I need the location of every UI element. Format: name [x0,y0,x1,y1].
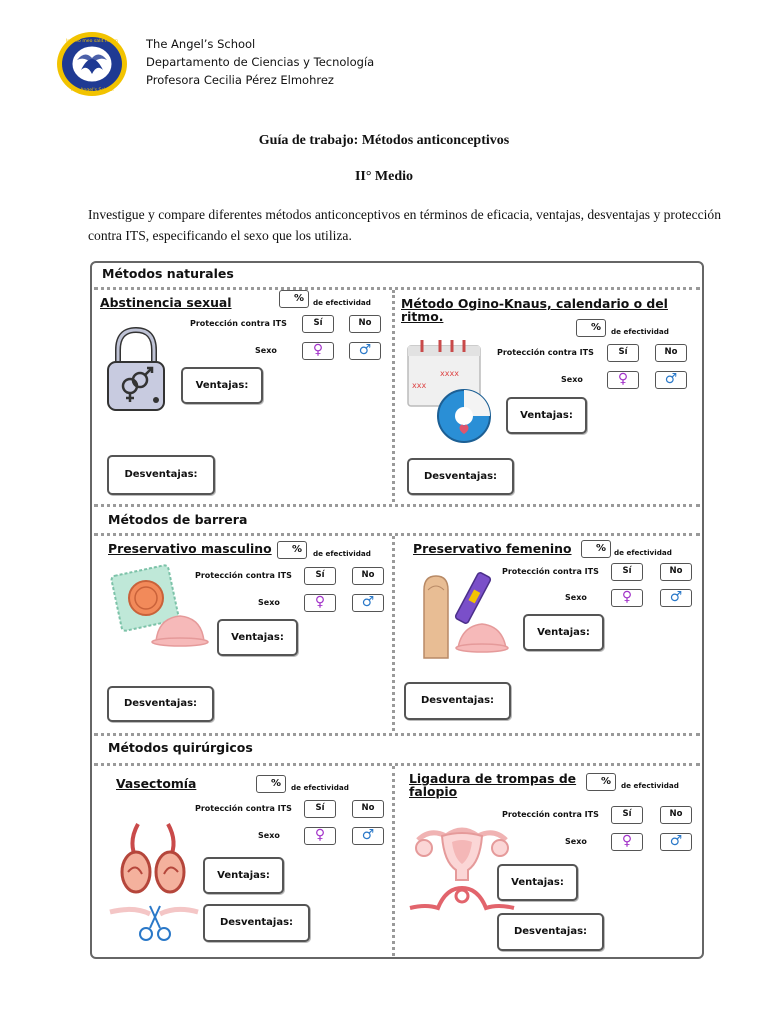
efficacy-input[interactable]: % [279,290,309,308]
male-icon[interactable]: ♂ [349,342,381,360]
advantages-box[interactable]: Ventajas: [506,397,587,434]
female-icon[interactable]: ♀ [304,594,336,612]
its-protection-label: Protección contra ITS [195,804,292,813]
advantages-box[interactable]: Ventajas: [181,367,263,404]
efficacy-label: de efectividad [614,548,672,557]
method-title: Vasectomía [116,776,197,791]
its-yes-box[interactable]: Sí [607,344,639,362]
advantages-box[interactable]: Ventajas: [497,864,578,901]
section-title-barrier: Métodos de barrera [108,512,248,527]
its-protection-label: Protección contra ITS [497,348,594,357]
disadvantages-box[interactable]: Desventajas: [203,904,310,942]
advantages-box[interactable]: Ventajas: [203,857,284,894]
vasectomy-icon [110,822,200,946]
logo-motto: In Deo meo salit fidem [65,39,119,44]
its-no-box[interactable]: No [660,806,692,824]
its-no-box[interactable]: No [352,800,384,818]
efficacy-input[interactable]: % [586,773,616,791]
method-title: Preservativo femenino [413,541,572,556]
advantages-box[interactable]: Ventajas: [523,614,604,651]
its-yes-box[interactable]: Sí [304,567,336,585]
male-icon[interactable]: ♂ [352,827,384,845]
section-title-surgical: Métodos quirúrgicos [108,740,253,755]
teacher-name: Profesora Cecilia Pérez Elmohrez [146,73,334,87]
disadvantages-box[interactable]: Desventajas: [404,682,511,720]
svg-text:xxx: xxx [412,381,427,390]
school-logo [55,30,129,98]
its-protection-label: Protección contra ITS [502,567,599,576]
female-icon[interactable]: ♀ [302,342,334,360]
sex-label: Sexo [258,598,280,607]
female-icon[interactable]: ♀ [611,589,643,607]
padlock-icon [104,326,168,412]
male-icon[interactable]: ♂ [352,594,384,612]
female-icon[interactable]: ♀ [607,371,639,389]
its-protection-label: Protección contra ITS [190,319,287,328]
its-protection-label: Protección contra ITS [502,810,599,819]
disadvantages-box[interactable]: Desventajas: [407,458,514,495]
its-yes-box[interactable]: Sí [302,315,334,333]
method-title: Preservativo masculino [108,541,272,556]
section-title-natural: Métodos naturales [102,266,234,281]
its-yes-box[interactable]: Sí [611,806,643,824]
method-title: Método Ogino-Knaus, calendario o del ritmo. [401,296,668,324]
its-no-box[interactable]: No [349,315,381,333]
efficacy-label: de efectividad [313,298,371,307]
female-condom-icon [418,568,522,660]
svg-text:xxxx: xxxx [440,369,459,378]
disadvantages-box[interactable]: Desventajas: [107,686,214,722]
disadvantages-box[interactable]: Desventajas: [497,913,604,951]
its-no-box[interactable]: No [655,344,687,362]
male-icon[interactable]: ♂ [660,589,692,607]
efficacy-label: de efectividad [291,783,349,792]
instructions: Investigue y compare diferentes métodos anticonceptivos en términos de eficacia, ventajas, desventajas y protección contra ITS, especificando el sexo que los utiliza. [88,207,722,243]
advantages-box[interactable]: Ventajas: [217,619,298,656]
efficacy-label: de efectividad [621,781,679,790]
school-name: The Angel’s School [146,37,256,51]
sex-label: Sexo [565,593,587,602]
sex-label: Sexo [258,831,280,840]
male-icon[interactable]: ♂ [660,833,692,851]
calendar-icon [406,338,492,450]
divider [94,504,700,507]
divider [392,536,395,731]
efficacy-input[interactable]: % [256,775,286,793]
efficacy-input[interactable]: % [576,319,606,337]
efficacy-label: de efectividad [611,327,669,336]
department-name: Departamento de Ciencias y Tecnología [146,55,375,69]
divider [94,287,700,290]
divider [392,766,395,956]
condom-icon [108,562,212,652]
female-icon[interactable]: ♀ [611,833,643,851]
page-title: Guía de trabajo: Métodos anticonceptivos [258,133,510,148]
efficacy-input[interactable]: % [581,540,611,558]
method-title: Abstinencia sexual [100,295,232,310]
its-protection-label: Protección contra ITS [195,571,292,580]
disadvantages-box[interactable]: Desventajas: [107,455,215,495]
its-no-box[interactable]: No [352,567,384,585]
divider [94,733,700,736]
its-no-box[interactable]: No [660,563,692,581]
efficacy-input[interactable]: % [277,541,307,559]
sex-label: Sexo [561,375,583,384]
course-level: II° Medio [354,169,414,184]
divider [94,763,700,766]
female-icon[interactable]: ♀ [304,827,336,845]
logo-school-name: The Angel's School [70,88,114,93]
sex-label: Sexo [255,346,277,355]
sex-label: Sexo [565,837,587,846]
divider [392,290,395,502]
divider [94,533,700,536]
efficacy-label: de efectividad [313,549,371,558]
male-icon[interactable]: ♂ [655,371,687,389]
method-title: Ligadura de trompas de falopio [409,771,577,799]
its-yes-box[interactable]: Sí [304,800,336,818]
its-yes-box[interactable]: Sí [611,563,643,581]
